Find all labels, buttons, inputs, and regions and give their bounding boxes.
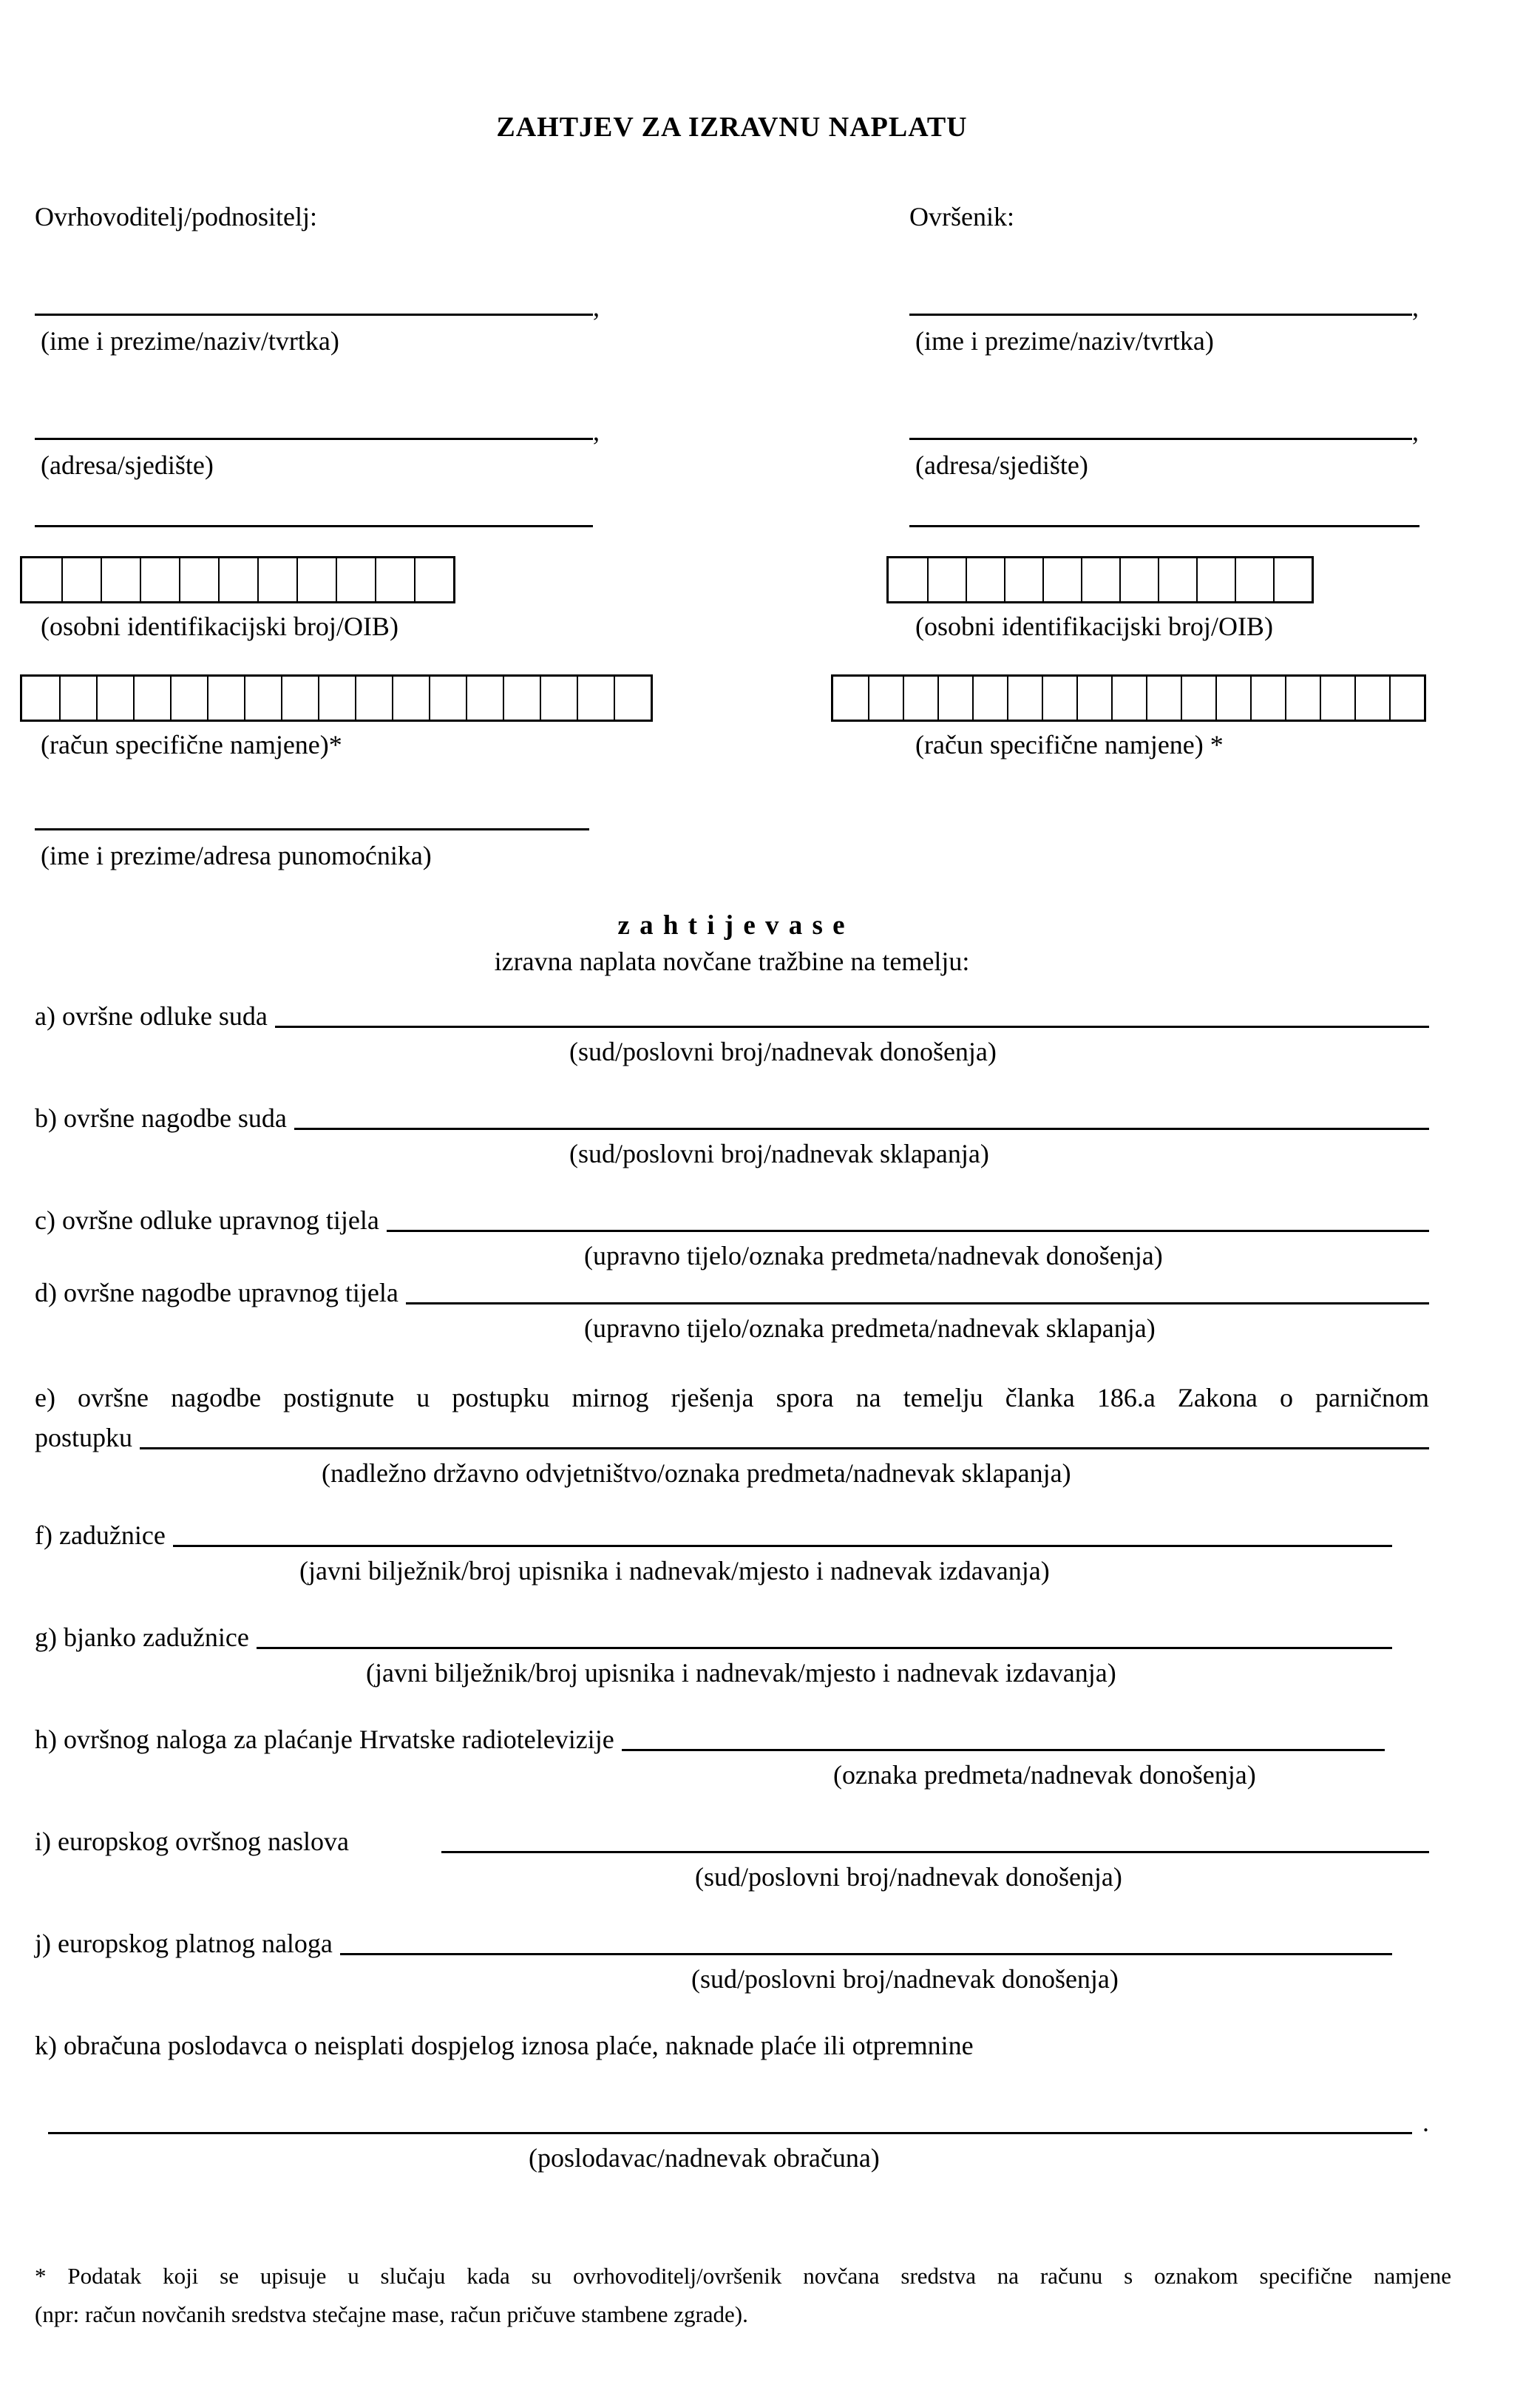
trailing-period: . xyxy=(1422,2108,1429,2137)
box-cell xyxy=(1076,677,1111,720)
item-i-sublabel: (sud/poslovni broj/nadnevak donošenja) xyxy=(695,1862,1122,1892)
creditor-heading: Ovrhovoditelj/podnositelj: xyxy=(35,202,317,231)
item-k-line xyxy=(48,2107,1429,2138)
footnote-line1: * Podatak koji se upisuje u slučaju kada su ovrhovoditelj/ovršenik novčana sredstva na računu s oznakom specifične namjene xyxy=(35,2263,1451,2289)
box-cell xyxy=(1111,677,1146,720)
creditor-column xyxy=(35,201,909,760)
footnote xyxy=(35,2257,1451,2334)
comma: , xyxy=(1412,416,1419,446)
debtor-oib-label: (osobni identifikacijski broj/OIB) xyxy=(915,612,1273,641)
fill-line xyxy=(441,1851,1429,1853)
box-cell xyxy=(207,677,244,720)
debtor-extra-line xyxy=(909,500,1429,534)
attorney-block xyxy=(35,803,1429,871)
item-a-label: a) ovršne odluke suda xyxy=(35,1001,268,1031)
debtor-column xyxy=(909,201,1429,760)
box-cell xyxy=(868,677,903,720)
box-cell xyxy=(179,558,218,601)
box-cell xyxy=(355,677,392,720)
creditor-name-line xyxy=(35,288,909,322)
box-cell xyxy=(414,558,453,601)
debtor-account-boxes xyxy=(831,674,1426,722)
box-cell xyxy=(1181,677,1215,720)
box-cell xyxy=(22,558,61,601)
box-cell xyxy=(1354,677,1389,720)
box-cell xyxy=(577,677,614,720)
attorney-label: (ime i prezime/adresa punomoćnika) xyxy=(41,841,432,870)
item-k-label: k) obračuna poslodavca o neisplati dospjelog iznosa plaće, naknade plaće ili otpremnine xyxy=(35,2031,974,2060)
box-cell xyxy=(133,677,170,720)
request-subheading: izravna naplata novčane tražbine na temelju: xyxy=(494,947,970,976)
box-cell xyxy=(833,677,868,720)
item-i-label: i) europskog ovršnog naslova xyxy=(35,1827,349,1856)
item-e-label2: postupku xyxy=(35,1423,133,1452)
box-cell xyxy=(336,558,375,601)
fill-line xyxy=(387,1230,1429,1232)
item-b-sublabel: (sud/poslovni broj/nadnevak sklapanja) xyxy=(569,1139,989,1168)
creditor-address-label: (adresa/sjedište) xyxy=(41,450,214,480)
box-cell xyxy=(937,677,972,720)
item-g-label: g) bjanko zadužnice xyxy=(35,1622,249,1652)
fill-line xyxy=(622,1749,1385,1751)
box-cell xyxy=(244,677,281,720)
box-cell xyxy=(59,677,96,720)
box-cell xyxy=(101,558,140,601)
fill-line xyxy=(294,1128,1429,1130)
fill-line xyxy=(275,1026,1429,1028)
creditor-account-label: (račun specifične namjene)* xyxy=(41,730,342,759)
item-e-sublabel: (nadležno državno odvjetništvo/oznaka predmeta/nadnevak sklapanja) xyxy=(322,1458,1071,1488)
item-g-sublabel: (javni bilježnik/broj upisnika i nadnevak/mjesto i nadnevak izdavanja) xyxy=(366,1658,1116,1688)
debtor-name-label: (ime i prezime/naziv/tvrtka) xyxy=(915,326,1214,356)
box-cell xyxy=(1081,558,1119,601)
item-c-label: c) ovršne odluke upravnog tijela xyxy=(35,1205,379,1235)
box-cell xyxy=(889,558,927,601)
item-b-label: b) ovršne nagodbe suda xyxy=(35,1103,287,1133)
box-cell xyxy=(281,677,318,720)
item-d-label: d) ovršne nagodbe upravnog tijela xyxy=(35,1278,398,1307)
box-cell xyxy=(257,558,296,601)
box-cell xyxy=(1285,677,1320,720)
debtor-address-line xyxy=(909,413,1429,447)
box-cell xyxy=(972,677,1007,720)
box-cell xyxy=(903,677,937,720)
item-f xyxy=(35,1520,1429,1551)
debtor-name-line xyxy=(909,288,1429,322)
item-a xyxy=(35,1001,1429,1032)
fill-line xyxy=(257,1647,1392,1649)
debtor-oib-boxes xyxy=(886,556,1314,603)
box-cell xyxy=(1042,677,1076,720)
page-title: ZAHTJEV ZA IZRAVNU NAPLATU xyxy=(496,112,968,143)
box-cell xyxy=(966,558,1004,601)
box-cell xyxy=(1273,558,1312,601)
creditor-address-line xyxy=(35,413,909,447)
box-cell xyxy=(429,677,466,720)
fill-line xyxy=(406,1302,1429,1304)
box-cell xyxy=(318,677,355,720)
fill-line xyxy=(140,1447,1429,1449)
item-d-sublabel: (upravno tijelo/oznaka predmeta/nadnevak sklapanja) xyxy=(584,1313,1156,1343)
item-d xyxy=(35,1277,1429,1308)
box-cell xyxy=(170,677,207,720)
items-list xyxy=(35,1001,1429,2173)
item-h-label: h) ovršnog naloga za plaćanje Hrvatske radiotelevizije xyxy=(35,1725,614,1754)
comma: , xyxy=(1412,292,1419,322)
box-cell xyxy=(140,558,179,601)
debtor-address-label: (adresa/sjedište) xyxy=(915,450,1088,480)
item-h-sublabel: (oznaka predmeta/nadnevak donošenja) xyxy=(833,1760,1256,1790)
box-cell xyxy=(1119,558,1158,601)
item-f-label: f) zadužnice xyxy=(35,1520,166,1550)
box-cell xyxy=(375,558,414,601)
box-cell xyxy=(927,558,966,601)
box-cell xyxy=(218,558,257,601)
box-cell xyxy=(1146,677,1181,720)
creditor-extra-line xyxy=(35,500,909,534)
item-k-sublabel: (poslodavac/nadnevak obračuna) xyxy=(529,2143,880,2173)
blank-line xyxy=(909,413,1412,440)
debtor-heading: Ovršenik: xyxy=(909,202,1014,231)
blank-line xyxy=(909,500,1419,527)
creditor-name-label: (ime i prezime/naziv/tvrtka) xyxy=(41,326,339,356)
item-f-sublabel: (javni bilježnik/broj upisnika i nadnevak/mjesto i nadnevak izdavanja) xyxy=(299,1556,1050,1586)
blank-line xyxy=(35,288,593,316)
box-cell xyxy=(296,558,336,601)
item-j-label: j) europskog platnog naloga xyxy=(35,1929,333,1958)
box-cell xyxy=(392,677,429,720)
item-a-sublabel: (sud/poslovni broj/nadnevak donošenja) xyxy=(569,1037,997,1066)
box-cell xyxy=(1389,677,1424,720)
attorney-line xyxy=(35,803,1429,837)
box-cell xyxy=(1042,558,1081,601)
item-e-line1: e) ovršne nagodbe postignute u postupku mirnog rješenja spora na temelju članka 186.a Zakona o parničnom xyxy=(35,1383,1429,1412)
fill-line xyxy=(48,2132,1412,2134)
box-cell xyxy=(503,677,540,720)
item-h xyxy=(35,1724,1429,1755)
blank-line xyxy=(35,803,589,830)
blank-line xyxy=(35,413,593,440)
box-cell xyxy=(540,677,577,720)
box-cell xyxy=(466,677,503,720)
blank-line xyxy=(909,288,1412,316)
box-cell xyxy=(22,677,59,720)
creditor-oib-label: (osobni identifikacijski broj/OIB) xyxy=(41,612,398,641)
item-e xyxy=(35,1422,1429,1453)
box-cell xyxy=(96,677,133,720)
fill-line xyxy=(340,1953,1392,1955)
item-c-sublabel: (upravno tijelo/oznaka predmeta/nadnevak donošenja) xyxy=(584,1241,1163,1270)
box-cell xyxy=(614,677,651,720)
parties-section xyxy=(35,201,1429,760)
item-i xyxy=(35,1826,1429,1857)
creditor-account-boxes xyxy=(20,674,653,722)
debtor-account-label: (račun specifične namjene) * xyxy=(915,730,1224,759)
fill-line xyxy=(173,1545,1392,1547)
box-cell xyxy=(1320,677,1354,720)
item-b xyxy=(35,1103,1429,1134)
item-j xyxy=(35,1928,1429,1959)
box-cell xyxy=(1250,677,1285,720)
creditor-oib-boxes xyxy=(20,556,455,603)
footnote-line2: (npr: račun novčanih sredstva stečajne mase, račun pričuve stambene zgrade). xyxy=(35,2301,748,2327)
comma: , xyxy=(593,292,600,322)
item-j-sublabel: (sud/poslovni broj/nadnevak donošenja) xyxy=(691,1964,1119,1994)
blank-line xyxy=(35,500,593,527)
box-cell xyxy=(1196,558,1235,601)
box-cell xyxy=(61,558,101,601)
box-cell xyxy=(1007,677,1042,720)
comma: , xyxy=(593,416,600,446)
item-c xyxy=(35,1205,1429,1236)
request-heading: z a h t i j e v a s e xyxy=(617,910,847,941)
box-cell xyxy=(1235,558,1273,601)
item-g xyxy=(35,1622,1429,1653)
box-cell xyxy=(1004,558,1042,601)
box-cell xyxy=(1215,677,1250,720)
box-cell xyxy=(1158,558,1196,601)
